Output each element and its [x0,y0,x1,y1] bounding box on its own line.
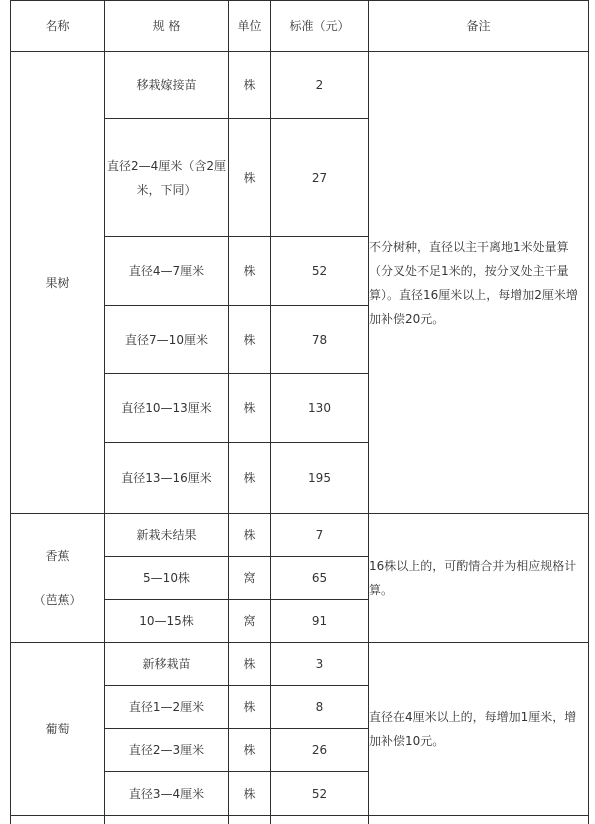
unit-cell: 株 [229,514,271,557]
note-fruit-tree: 不分树种，直径以主干离地1米处量算（分叉处不足1米的，按分叉处主干量算）。直径16厘米以上，每增加2厘米增加补偿20元。 [369,52,589,514]
value-cell: 26 [271,729,369,772]
spec-cell: 直径4—7厘米 [105,237,229,306]
group-name-banana [11,514,105,643]
value-cell: 52 [271,772,369,816]
table-row [11,643,589,686]
table-row [11,52,589,119]
unit-cell: 株 [229,237,271,306]
spec-cell: 10—15株 [105,600,229,643]
spec-cell: 新栽未结果 [105,514,229,557]
table-row [11,514,589,557]
group-name-grape: 葡萄 [11,643,105,816]
value-cell: 91 [271,600,369,643]
group-name-banana-main: 香蕉 [45,549,70,563]
spec-cell: 直径2—3厘米 [105,729,229,772]
value-cell: 52 [271,237,369,306]
spec-cell: 直径2—4厘米（含2厘米，下同） [105,119,229,237]
empty-cell [11,816,105,824]
group-name-banana-sub: （芭蕉） [33,593,82,607]
value-cell: 65 [271,557,369,600]
empty-cell [271,816,369,824]
header-spec: 规 格 [105,1,229,52]
spec-cell: 直径1—2厘米 [105,686,229,729]
unit-cell: 窝 [229,600,271,643]
group-name-gap [11,568,104,588]
empty-cell [369,816,589,824]
header-name: 名称 [11,1,105,52]
value-cell: 3 [271,643,369,686]
header-row [11,1,589,52]
value-cell: 8 [271,686,369,729]
value-cell: 130 [271,374,369,443]
spec-cell: 移栽嫁接苗 [105,52,229,119]
value-cell: 7 [271,514,369,557]
value-cell: 78 [271,306,369,374]
header-note: 备注 [369,1,589,52]
unit-cell: 株 [229,306,271,374]
spec-cell: 直径3—4厘米 [105,772,229,816]
value-cell: 27 [271,119,369,237]
table-row-partial [11,816,589,824]
unit-cell: 株 [229,374,271,443]
unit-cell: 株 [229,729,271,772]
unit-cell: 株 [229,772,271,816]
spec-cell: 直径7—10厘米 [105,306,229,374]
header-unit: 单位 [229,1,271,52]
spec-cell: 新移栽苗 [105,643,229,686]
value-cell: 195 [271,443,369,514]
compensation-table [10,0,589,824]
unit-cell: 株 [229,119,271,237]
unit-cell: 株 [229,52,271,119]
spec-cell: 直径10—13厘米 [105,374,229,443]
unit-cell: 窝 [229,557,271,600]
spec-cell: 5—10株 [105,557,229,600]
empty-cell [105,816,229,824]
value-cell: 2 [271,52,369,119]
note-banana: 16株以上的，可酌情合并为相应规格计算。 [369,514,589,643]
note-grape: 直径在4厘米以上的，每增加1厘米，增加补偿10元。 [369,643,589,816]
unit-cell: 株 [229,686,271,729]
empty-cell [229,816,271,824]
unit-cell: 株 [229,443,271,514]
unit-cell: 株 [229,643,271,686]
group-name-fruit-tree: 果树 [11,52,105,514]
spec-cell: 直径13—16厘米 [105,443,229,514]
header-standard: 标准（元） [271,1,369,52]
